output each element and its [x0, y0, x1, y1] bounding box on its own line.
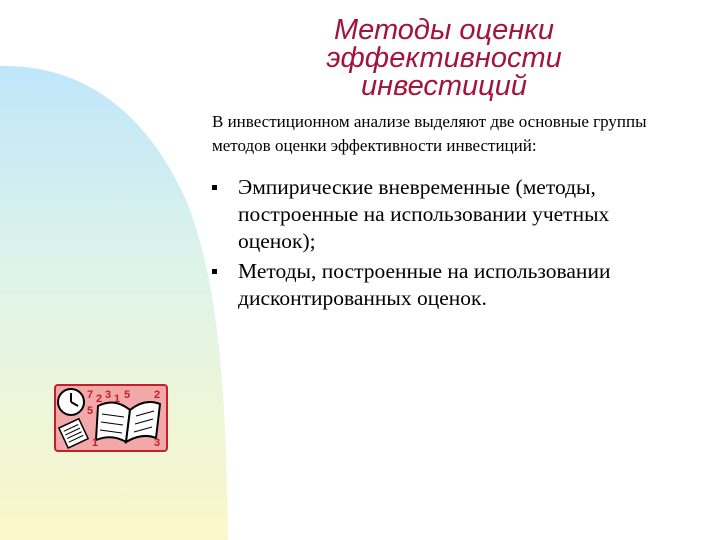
clipart-digit: 7	[87, 389, 94, 401]
title-line-1: Методы оценки	[334, 14, 554, 46]
slide-title	[262, 16, 626, 100]
open-book-icon	[96, 402, 160, 442]
bullet-text: Методы, построенные на использовании дисконтированных оценок.	[238, 259, 611, 310]
bullet-item-discounted	[212, 258, 672, 312]
clipart-digit: 3	[105, 389, 112, 401]
clipart-digit: 1	[92, 437, 99, 449]
clipart-digit: 2	[96, 393, 103, 405]
bullet-text: Эмпирические вневременные (методы, построенные на использовании учетных оценок);	[238, 175, 610, 253]
clipart-book-clock	[54, 384, 168, 452]
square-bullet-icon	[212, 269, 217, 274]
title-line-2: эффективности	[326, 42, 562, 74]
clipart-digit: 5	[124, 389, 131, 401]
square-bullet-icon	[212, 185, 217, 190]
clock-icon	[58, 389, 84, 415]
clipart-digit: 3	[154, 437, 161, 449]
clipart-digit: 2	[154, 389, 161, 401]
clipart-digit: 1	[114, 393, 121, 405]
clipart-digit: 5	[87, 405, 94, 417]
title-line-3: инвестиций	[360, 70, 527, 102]
bullet-list	[212, 174, 672, 315]
bullet-item-empirical	[212, 174, 672, 255]
intro-paragraph: В инвестиционном анализе выделяют две основные группы методов оценки эффективности инвестиций:	[212, 112, 647, 155]
